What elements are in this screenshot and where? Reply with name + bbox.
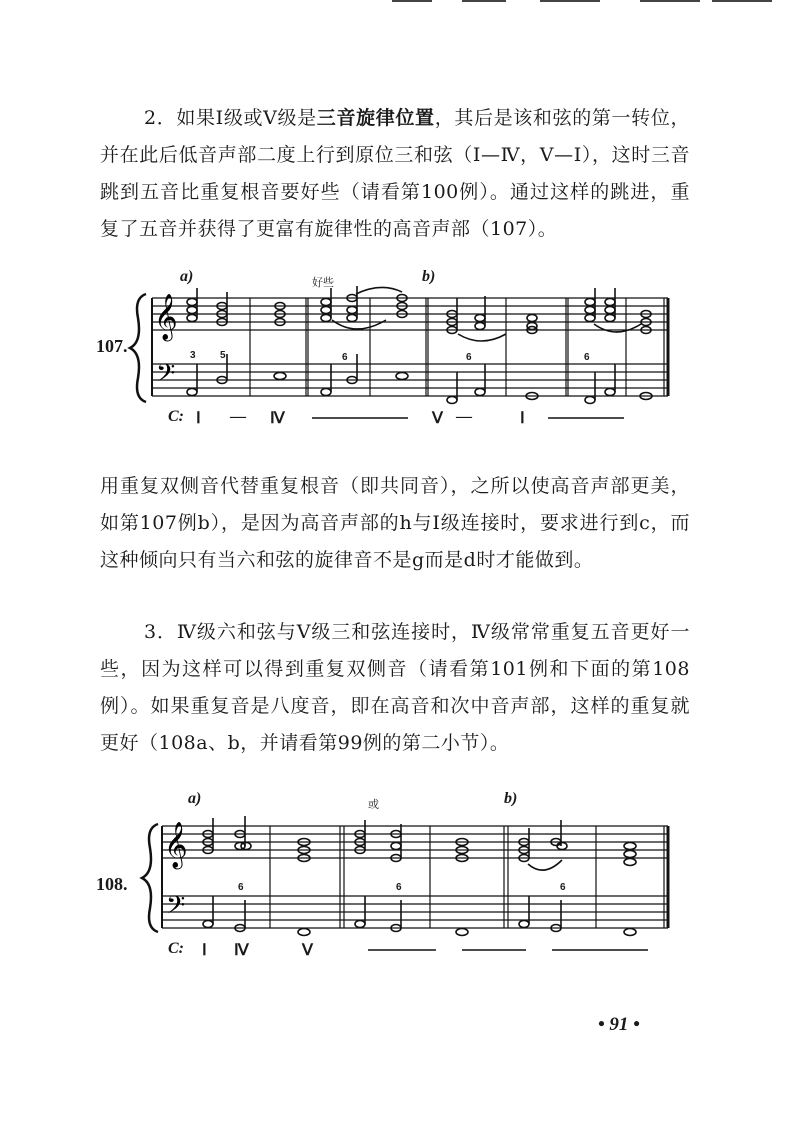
figure-6: 6	[466, 352, 472, 363]
paragraph-1-lead: 2．如果Ⅰ级或Ⅴ级是	[144, 107, 317, 129]
music-example-108	[96, 790, 696, 960]
figure-6: 6	[342, 352, 348, 363]
top-rule	[462, 0, 506, 2]
label-haoxie: 好些	[312, 276, 334, 289]
paragraph-3	[100, 614, 690, 762]
top-rule	[712, 0, 772, 2]
figure-6: 6	[584, 352, 590, 363]
paragraph-1-bold: 三音旋律位置	[316, 107, 435, 129]
roman-numeral: Ⅳ	[234, 942, 249, 959]
top-rule	[540, 0, 600, 2]
paragraph-1-rest: ，其后是该和弦的第一转位，并在此后低音声部二度上行到原位三和弦（Ⅰ—Ⅳ，Ⅴ—Ⅰ），这时三音跳到五音比重复根音要好些（请看第100例）。通过这样的跳进，重复了五音并获得了更富有旋律性的高音声部（107）。	[100, 107, 690, 240]
roman-dash: —	[230, 408, 246, 425]
svg-text:𝄞: 𝄞	[164, 822, 188, 868]
roman-numeral: Ⅳ	[270, 410, 285, 427]
figure-3: 3	[190, 350, 196, 361]
music-example-107	[96, 268, 696, 438]
paragraph-1	[100, 100, 690, 248]
roman-numeral: Ⅴ	[432, 410, 443, 427]
figure-5: 5	[220, 350, 226, 361]
svg-text:𝄢: 𝄢	[166, 891, 186, 926]
key-label: C:	[168, 408, 184, 425]
label-huo: 或	[368, 798, 379, 811]
figure-6: 6	[560, 882, 566, 893]
top-rule	[640, 0, 700, 2]
paragraph-2	[100, 468, 690, 579]
svg-text:𝄞: 𝄞	[154, 294, 178, 340]
top-rule	[392, 0, 432, 2]
figure-6: 6	[396, 882, 402, 893]
paragraph-3-text: 3．Ⅳ级六和弦与Ⅴ级三和弦连接时，Ⅳ级常常重复五音更好一些，因为这样可以得到重复双侧音（请看第101例和下面的第108例）。如果重复音是八度音，即在高音和次中音声部，这样的重复就更好（108a、b，并请看第99例的第二小节）。	[100, 621, 690, 754]
label-a: a)	[188, 790, 202, 807]
label-b: b)	[422, 268, 436, 285]
example-number: 107.	[96, 336, 128, 356]
roman-dash: —	[456, 408, 472, 425]
key-label: C:	[168, 940, 184, 957]
score-108	[96, 790, 696, 960]
score-107	[96, 268, 696, 438]
label-b: b)	[504, 790, 518, 807]
roman-numeral: Ⅰ	[196, 410, 201, 427]
label-a: a)	[180, 268, 194, 285]
roman-numeral: Ⅰ	[520, 410, 525, 427]
example-number: 108.	[96, 874, 128, 894]
roman-numeral: Ⅰ	[202, 942, 207, 959]
page-number: • 91 •	[598, 1014, 640, 1035]
svg-text:𝄢: 𝄢	[156, 359, 176, 394]
paragraph-2-text: 用重复双侧音代替重复根音（即共同音），之所以使高音声部更美，如第107例b），是因为高音声部的h与Ⅰ级连接时，要求进行到c，而这种倾向只有当六和弦的旋律音不是g而是d时才能做到。	[100, 475, 690, 571]
roman-numeral: Ⅴ	[302, 942, 313, 959]
figure-6: 6	[238, 882, 244, 893]
